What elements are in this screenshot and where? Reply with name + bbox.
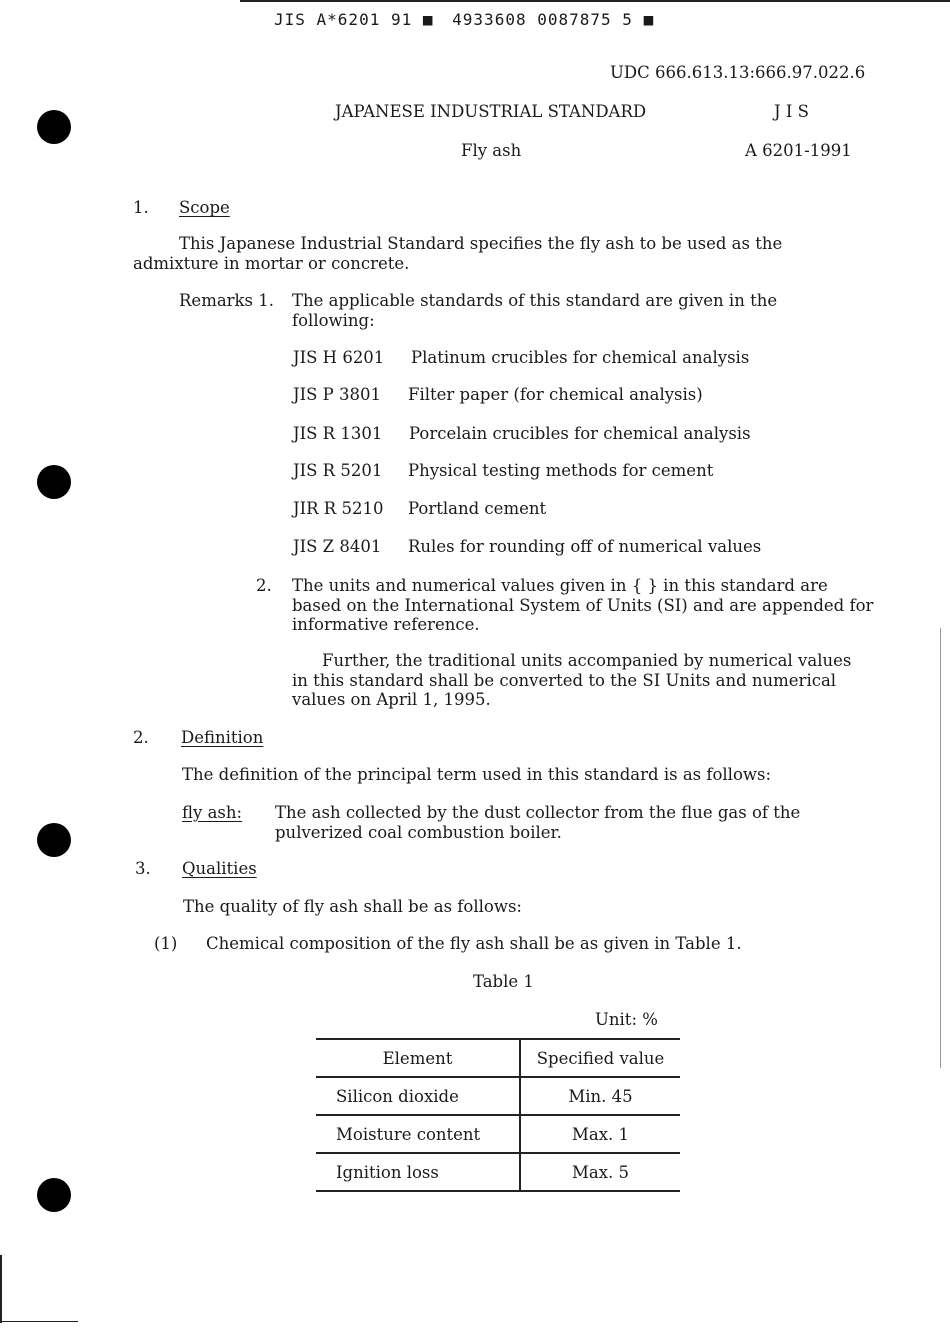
section2-intro: The definition of the principal term used in this standard is as follows:: [182, 765, 772, 784]
table-cell: Silicon dioxide: [316, 1077, 520, 1115]
section2-number: 2.: [133, 728, 149, 747]
header-code-mid: 4933608 0087875 5: [452, 10, 633, 29]
item1-number: (1): [154, 934, 178, 953]
table-cell: Min. 45: [568, 1086, 633, 1106]
table-row: [316, 1115, 680, 1153]
header-code-line: [274, 10, 654, 29]
section3-number: 3.: [135, 859, 151, 878]
remark2-text: The units and numerical values given in { } in this standard are based on the International System of Units (SI) and are appended for informative reference.: [292, 576, 874, 634]
remark2-further: Further, the traditional units accompanied by numerical values in this standard shall be converted to the SI Units and numerical values on April 1, 1995.: [292, 651, 852, 709]
left-edge-line: [0, 1255, 2, 1323]
standard-label: JAPANESE INDUSTRIAL STANDARD: [335, 102, 647, 121]
table-row: [316, 1153, 680, 1191]
document-title: Fly ash: [461, 141, 522, 160]
table-cell: Ignition loss: [316, 1153, 520, 1191]
punch-hole-icon: [37, 465, 71, 499]
list-item: JIS P 3801 Filter paper (for chemical analysis): [293, 385, 703, 404]
term-definition: The ash collected by the dust collector from the flue gas of the pulverized coal combustion boiler.: [275, 803, 801, 842]
standard-number: A 6201-1991: [745, 141, 852, 160]
remark2-number: 2.: [256, 576, 272, 595]
table-cell: Max. 1: [571, 1124, 630, 1144]
section1-text: This Japanese Industrial Standard specifies the fly ash to be used as the admixture in mortar or concrete.: [133, 234, 783, 273]
table-caption: Table 1: [473, 972, 534, 991]
top-edge-line: [240, 0, 950, 2]
punch-hole-icon: [37, 1178, 71, 1212]
header-block-icon-2: ■: [643, 10, 655, 29]
list-item: JIS Z 8401 Rules for rounding off of numerical values: [293, 537, 762, 556]
remark1-text: The applicable standards of this standard are given in the following:: [292, 291, 778, 330]
section3-heading: Qualities: [182, 859, 257, 878]
header-element: Element: [316, 1039, 520, 1077]
table-unit: Unit: %: [595, 1010, 658, 1029]
table-row: [316, 1077, 680, 1115]
punch-hole-icon: [37, 110, 71, 144]
header-block-icon: ■: [422, 10, 434, 29]
jis-label: J I S: [774, 102, 809, 121]
right-edge-line: [940, 628, 941, 1068]
table-cell: Moisture content: [316, 1115, 520, 1153]
term-fly-ash: fly ash:: [182, 803, 243, 822]
list-item: JIR R 5210 Portland cement: [293, 499, 547, 518]
list-item: JIS H 6201 Platinum crucibles for chemical analysis: [293, 348, 750, 367]
list-item: JIS R 1301 Porcelain crucibles for chemical analysis: [293, 424, 751, 443]
section1-number: 1.: [133, 198, 149, 217]
list-item: JIS R 5201 Physical testing methods for cement: [293, 461, 714, 480]
item1-text: Chemical composition of the fly ash shall be as given in Table 1.: [206, 934, 742, 953]
section1-heading: Scope: [179, 198, 230, 217]
section3-intro: The quality of fly ash shall be as follows:: [183, 897, 522, 916]
table-cell: Max. 5: [571, 1162, 630, 1182]
remarks-label: Remarks 1.: [179, 291, 275, 310]
punch-hole-icon: [37, 823, 71, 857]
header-code-left: JIS A*6201 91: [274, 10, 413, 29]
table-header-row: [316, 1039, 680, 1077]
section2-heading: Definition: [181, 728, 264, 747]
header-specified-value: Specified value: [536, 1048, 665, 1068]
udc-code: UDC 666.613.13:666.97.022.6: [610, 63, 866, 82]
chemical-composition-table: [316, 1038, 680, 1192]
bottom-edge-line: [0, 1321, 78, 1322]
